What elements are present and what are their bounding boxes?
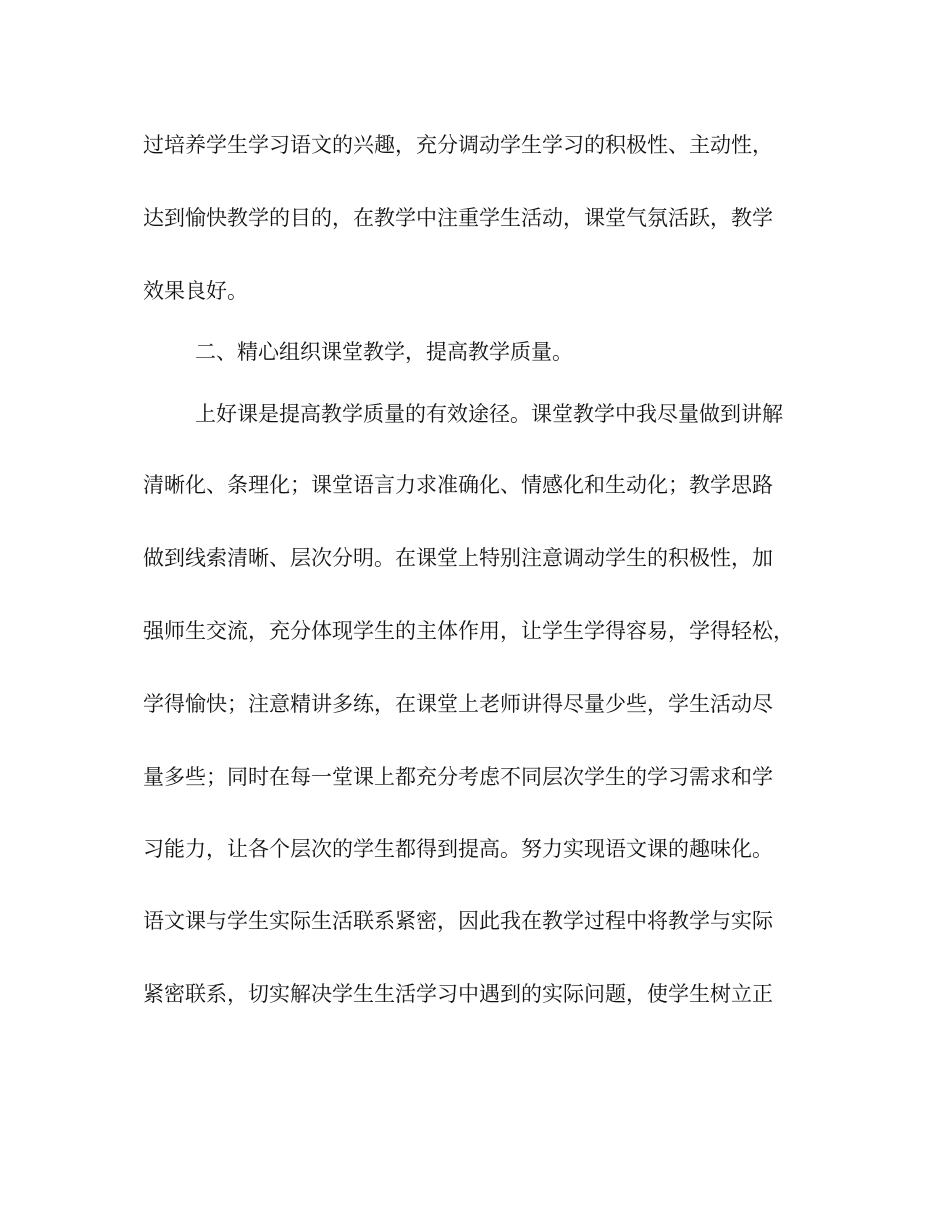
body-text-line: 语文课与学生实际生活联系紧密，因此我在教学过程中将教学与实际	[143, 909, 773, 933]
body-text-line: 学得愉快；注意精讲多练，在课堂上老师讲得尽量少些，学生活动尽	[143, 692, 773, 716]
body-text-line: 做到线索清晰、层次分明。在课堂上特别注意调动学生的积极性，加	[143, 546, 773, 570]
body-text-line: 达到愉快教学的目的，在教学中注重学生活动，课堂气氛活跃，教学	[143, 206, 773, 230]
section-heading: 二、精心组织课堂教学，提高教学质量。	[195, 340, 573, 364]
body-text-line: 量多些；同时在每一堂课上都充分考虑不同层次学生的学习需求和学	[143, 765, 773, 789]
body-text-line: 上好课是提高教学质量的有效途径。课堂教学中我尽量做到讲解	[195, 402, 783, 426]
body-text-line: 效果良好。	[143, 279, 248, 303]
body-text-line: 紧密联系，切实解决学生生活学习中遇到的实际问题，使学生树立正	[143, 982, 773, 1006]
body-text-line: 习能力，让各个层次的学生都得到提高。努力实现语文课的趣味化。	[143, 837, 773, 861]
body-text-line: 清晰化、条理化；课堂语言力求准确化、情感化和生动化；教学思路	[143, 473, 773, 497]
body-text-line: 强师生交流，充分体现学生的主体作用，让学生学得容易，学得轻松，	[143, 619, 794, 643]
body-text-line: 过培养学生学习语文的兴趣，充分调动学生学习的积极性、主动性，	[143, 133, 773, 157]
